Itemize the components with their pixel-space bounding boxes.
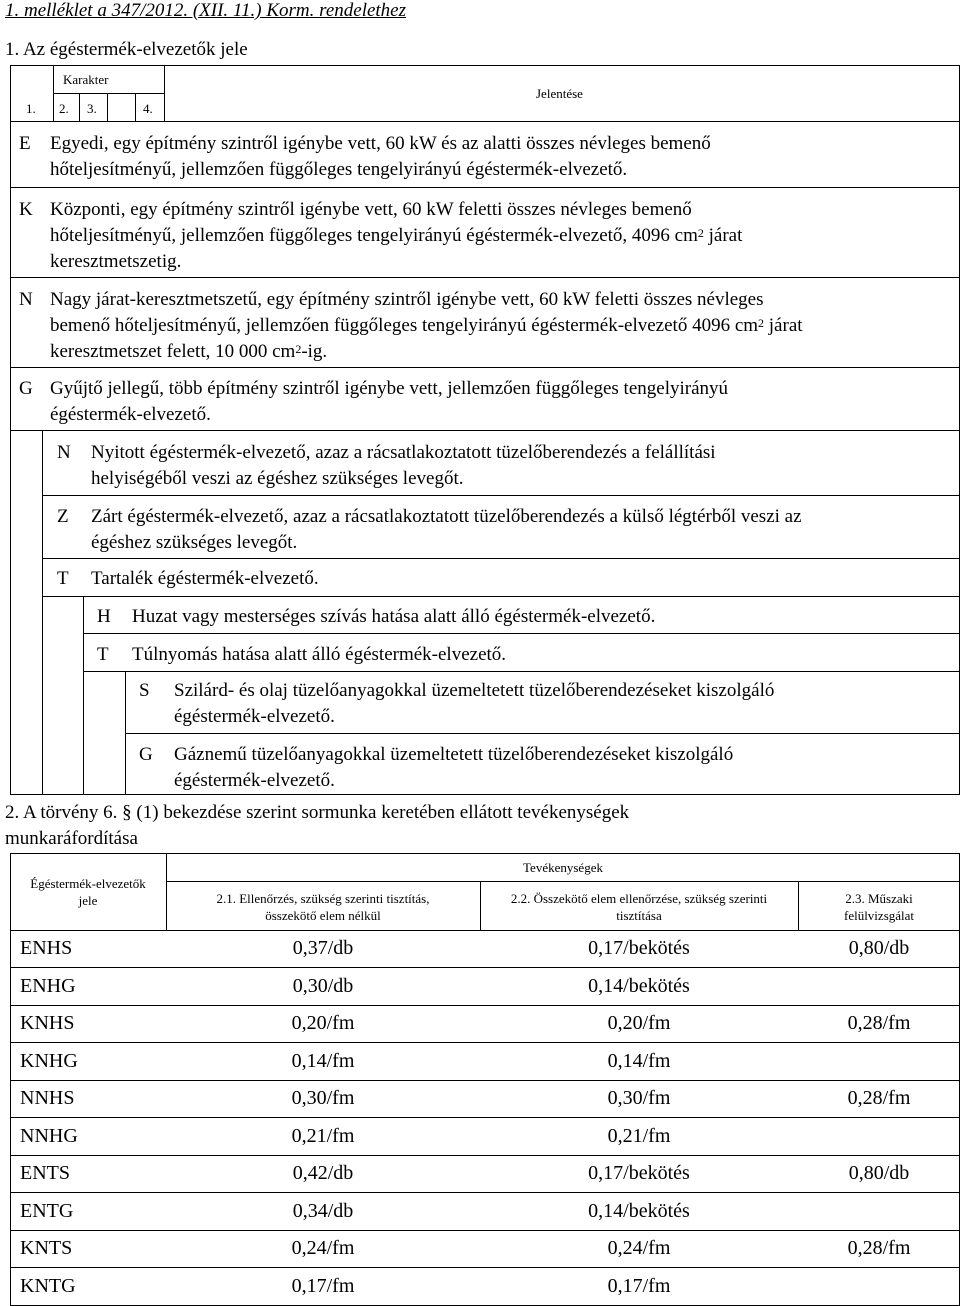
- col-num-4: 4.: [143, 101, 153, 116]
- jelentese-header: Jelentése: [536, 86, 583, 101]
- row-text: Tartalék égéstermék-elvezető.: [91, 568, 319, 589]
- karakter-header: Karakter: [63, 72, 109, 87]
- row-text: Huzat vagy mesterséges szívás hatása alatt álló égéstermék-elvezető.: [132, 606, 656, 627]
- col-num-3: 3.: [87, 101, 97, 116]
- row-text: Egyedi, egy építmény szintről igénybe vett, 60 kW és az alatti összes névleges bemenő hőteljesítményű, jellemzően függőleges tengelyirányú égéstermék-elvezető.: [50, 133, 711, 180]
- code-letter: G: [139, 744, 153, 765]
- code-letter: G: [19, 378, 33, 399]
- row-text: Központi, egy építmény szintről igénybe vett, 60 kW feletti összes névleges bemenő hőteljesítményű, jellemzően függőleges tengelyirányú égéstermék-elvezető, 4096 $cm^2$ járat keresztmetszetig.: [50, 199, 743, 272]
- code-letter: E: [19, 133, 31, 154]
- col-num-2: 2.: [59, 101, 69, 116]
- col-header-2-2: 2.2. Összekötő elem ellenőrzése, szükség szerinti tisztítása: [510, 891, 768, 923]
- row-text: Zárt égéstermék-elvezető, azaz a rácsatlakoztatott tüzelőberendezés a külső légtérből veszi az égéshez szükséges levegőt.: [91, 506, 802, 553]
- document-header: 1. melléklet a 347/2012. (XII. 11.) Korm. rendelethez: [5, 0, 407, 21]
- row-text: Szilárd- és olaj tüzelőanyagokkal üzemeltetett tüzelőberendezéseket kiszolgáló égéstermék-elvezető.: [174, 680, 775, 727]
- col-num-1: 1.: [26, 101, 36, 116]
- row-text: Túlnyomás hatása alatt álló égéstermék-elvezető.: [132, 644, 507, 665]
- code-letter: T: [57, 568, 69, 589]
- code-letter: N: [57, 442, 71, 463]
- code-letter: Z: [57, 506, 69, 527]
- code-letter: H: [97, 606, 111, 627]
- row-text: Nagy járat-keresztmetszetű, egy építmény szintről igénybe vett, 60 kW feletti összes névleges bemenő hőteljesítményű, jellemzően függőleges tengelyirányú égéstermék-elvezető 4096 $cm^2$ járat keresztmetszet felett, 10 000 $cm^2-ig$.: [50, 289, 803, 362]
- code-letter: S: [139, 680, 150, 701]
- row-text: Gáznemű tüzelőanyagokkal üzemeltetett tüzelőberendezéseket kiszolgáló égéstermék-elvezető.: [174, 744, 734, 791]
- col-header-2-1: 2.1. Ellenőrzés, szükség szerinti tisztítás, összekötő elem nélkül: [216, 891, 430, 923]
- section1-title: 1. Az égéstermék-elvezetők jele: [5, 39, 248, 60]
- code-letter: T: [97, 644, 109, 665]
- row-text: Nyitott égéstermék-elvezető, azaz a rácsatlakoztatott tüzelőberendezés a felállítási helyiségéből veszi az égéshez szükséges levegőt.: [91, 442, 716, 489]
- row-text: Gyűjtő jellegű, több építmény szintről igénybe vett, jellemzően függőleges tengelyirányú égéstermék-elvezető.: [50, 378, 729, 425]
- col-header-2-3: 2.3. Műszaki felülvizsgálat: [843, 891, 915, 923]
- section2-title: 2. A törvény 6. § (1) bekezdése szerint sormunka keretében ellátott tevékenységek munkaráfordítása: [5, 802, 630, 849]
- tevekenysegek-header: Tevékenységek: [523, 860, 603, 875]
- code-letter: K: [19, 199, 33, 220]
- code-letter: N: [19, 289, 33, 310]
- col-header-code: Égéstermék-elvezetők jele: [30, 876, 146, 908]
